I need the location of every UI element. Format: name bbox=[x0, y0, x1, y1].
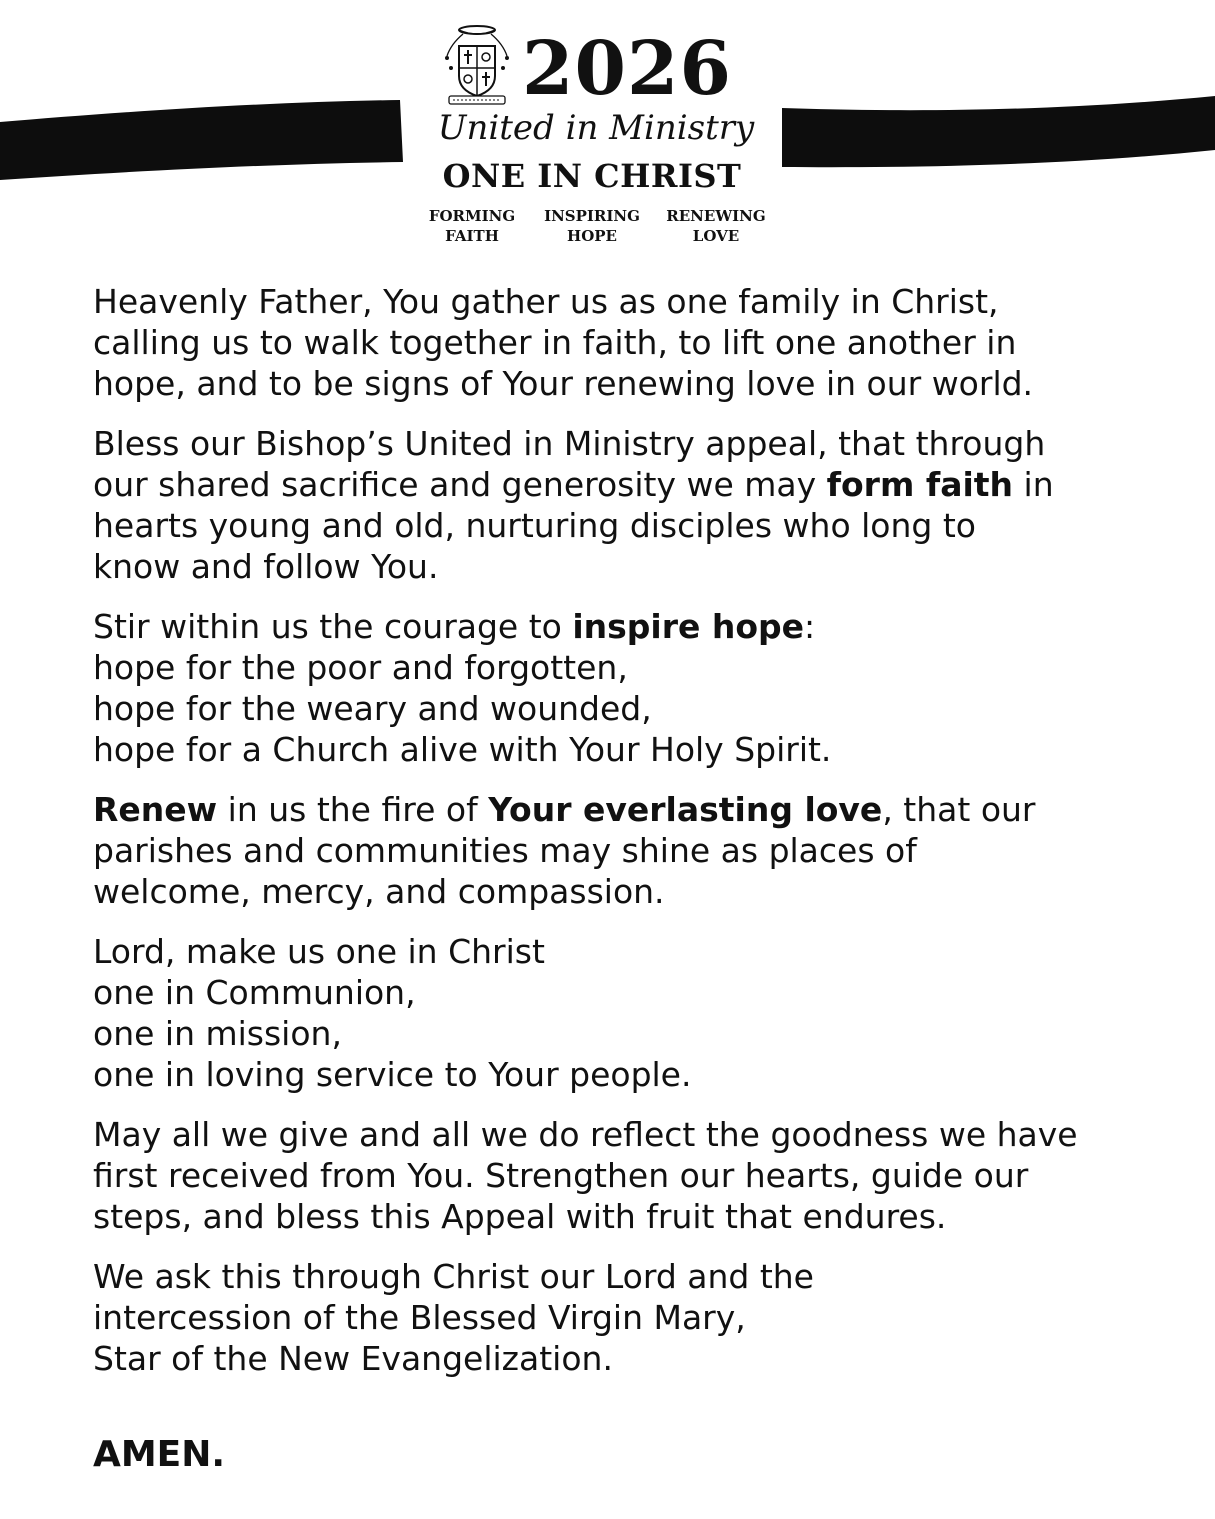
prayer-line: Lord, make us one in Christ bbox=[93, 932, 545, 971]
emphasis-everlasting-love: Your everlasting love bbox=[488, 790, 883, 829]
prayer-paragraph-5 bbox=[93, 931, 1183, 1095]
prayer-line: Star of the New Evangelization. bbox=[93, 1339, 613, 1378]
prayer-paragraph-6 bbox=[93, 1114, 1183, 1237]
prayer-line: intercession of the Blessed Virgin Mary, bbox=[93, 1298, 746, 1337]
prayer-line: hope for the poor and forgotten, bbox=[93, 648, 628, 687]
emphasis-form-faith: form faith bbox=[826, 465, 1014, 504]
prayer-line: hope for a Church alive with Your Holy Spirit. bbox=[93, 730, 832, 769]
amen-closing: AMEN. bbox=[93, 1434, 226, 1475]
campaign-pillars bbox=[412, 206, 776, 250]
campaign-name: United in Ministry bbox=[437, 108, 755, 148]
prayer-paragraph-2 bbox=[93, 423, 1183, 587]
pillar-faith: FORMING FAITH bbox=[428, 207, 516, 245]
prayer-line: May all we give and all we do reflect the goodness we have bbox=[93, 1115, 1078, 1154]
emphasis-inspire-hope: inspire hope bbox=[572, 607, 805, 646]
diocesan-crest-icon bbox=[441, 24, 513, 106]
prayer-paragraph-4 bbox=[93, 789, 1183, 912]
prayer-line: hope for the weary and wounded, bbox=[93, 689, 652, 728]
prayer-line: know and follow You. bbox=[93, 547, 439, 586]
prayer-line: hearts young and old, nurturing disciples who long to bbox=[93, 506, 976, 545]
left-swoosh bbox=[0, 100, 403, 180]
prayer-line: Bless our Bishop’s United in Ministry appeal, that through bbox=[93, 424, 1046, 463]
prayer-text bbox=[93, 281, 1183, 1398]
prayer-line: one in loving service to Your people. bbox=[93, 1055, 692, 1094]
prayer-line: welcome, mercy, and compassion. bbox=[93, 872, 665, 911]
emphasis-renew: Renew bbox=[93, 790, 218, 829]
prayer-line: hope, and to be signs of Your renewing love in our world. bbox=[93, 364, 1034, 403]
prayer-paragraph-7 bbox=[93, 1256, 1183, 1379]
prayer-paragraph-3 bbox=[93, 606, 1183, 770]
prayer-paragraph-1 bbox=[93, 281, 1183, 404]
campaign-year: 2026 bbox=[522, 26, 732, 112]
pillar-hope: INSPIRING HOPE bbox=[544, 207, 640, 245]
prayer-line: Renew in us the fire of Your everlasting love, that our bbox=[93, 790, 1036, 829]
prayer-line: steps, and bless this Appeal with fruit that endures. bbox=[93, 1197, 947, 1236]
prayer-line: parishes and communities may shine as places of bbox=[93, 831, 917, 870]
pillar-love: RENEWING LOVE bbox=[666, 207, 766, 245]
prayer-line: Heavenly Father, You gather us as one family in Christ, bbox=[93, 282, 999, 321]
header-banner bbox=[0, 0, 1215, 270]
prayer-line: We ask this through Christ our Lord and the bbox=[93, 1257, 814, 1296]
right-swoosh bbox=[782, 96, 1215, 167]
prayer-line: Stir within us the courage to inspire hope: bbox=[93, 607, 816, 646]
prayer-line: our shared sacrifice and generosity we may form faith in bbox=[93, 465, 1054, 504]
prayer-line: one in Communion, bbox=[93, 973, 416, 1012]
prayer-line: calling us to walk together in faith, to lift one another in bbox=[93, 323, 1017, 362]
prayer-line: first received from You. Strengthen our hearts, guide our bbox=[93, 1156, 1029, 1195]
campaign-theme: ONE IN CHRIST bbox=[442, 157, 742, 195]
prayer-line: one in mission, bbox=[93, 1014, 342, 1053]
